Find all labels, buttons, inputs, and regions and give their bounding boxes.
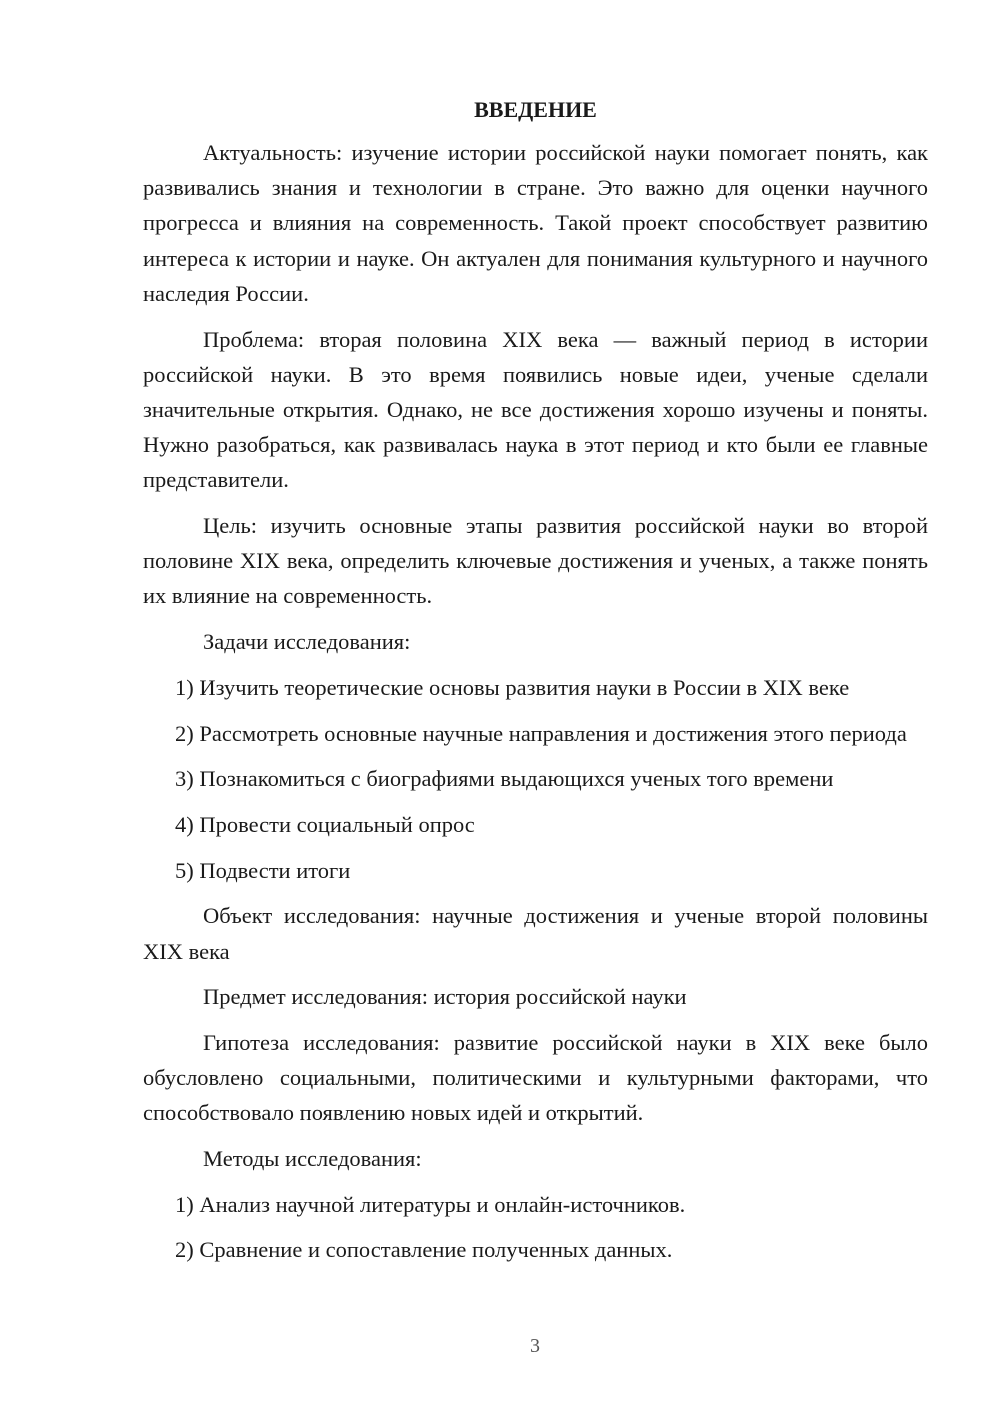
paragraph-hypothesis: Гипотеза исследования: развитие российской науки в XIX веке было обусловлено социальными, политическими и культурными факторами, что способствовало появлению новых идей и открытий.	[143, 1029, 928, 1126]
page-number: 3	[530, 1335, 540, 1357]
task-item-2: 2) Рассмотреть основные научные направления и достижения этого периода	[175, 720, 907, 746]
paragraph-object: Объект исследования: научные достижения и ученые второй половины XIX века	[143, 903, 928, 964]
paragraph-tasks-heading: Задачи исследования:	[203, 629, 411, 655]
task-item-4: 4) Провести социальный опрос	[175, 811, 475, 837]
section-title: ВВЕДЕНИЕ	[474, 97, 597, 122]
page-content	[143, 95, 928, 1278]
task-item-3: 3) Познакомиться с биографиями выдающихся ученых того времени	[175, 766, 834, 792]
task-item-5: 5) Подвести итоги	[175, 857, 351, 883]
paragraph-relevance: Актуальность: изучение истории российской науки помогает понять, как развивались знания и технологии в стране. Это важно для оценки научного прогресса и влияния на современность. Такой проект способствует развитию интереса к истории и науке. Он актуален для понимания культурного и научного наследия России.	[143, 140, 928, 306]
task-item-1: 1) Изучить теоретические основы развития науки в России в XIX веке	[175, 674, 850, 700]
paragraph-methods-heading: Методы исследования:	[203, 1146, 422, 1172]
paragraph-goal: Цель: изучить основные этапы развития российской науки во второй половине XIX века, определить ключевые достижения и ученых, а также понять их влияние на современность.	[143, 513, 928, 609]
paragraph-subject: Предмет исследования: история российской науки	[203, 984, 687, 1010]
paragraph-problem: Проблема: вторая половина XIX века — важный период в истории российской науки. В это время появились новые идеи, ученые сделали значительные открытия. Однако, не все достижения хорошо изучены и поняты. Нужно разобраться, как развивалась наука в этот период и кто были ее главные представители.	[143, 326, 928, 493]
method-item-1: 1) Анализ научной литературы и онлайн-источников.	[175, 1191, 686, 1217]
method-item-2: 2) Сравнение и сопоставление полученных данных.	[175, 1237, 673, 1263]
